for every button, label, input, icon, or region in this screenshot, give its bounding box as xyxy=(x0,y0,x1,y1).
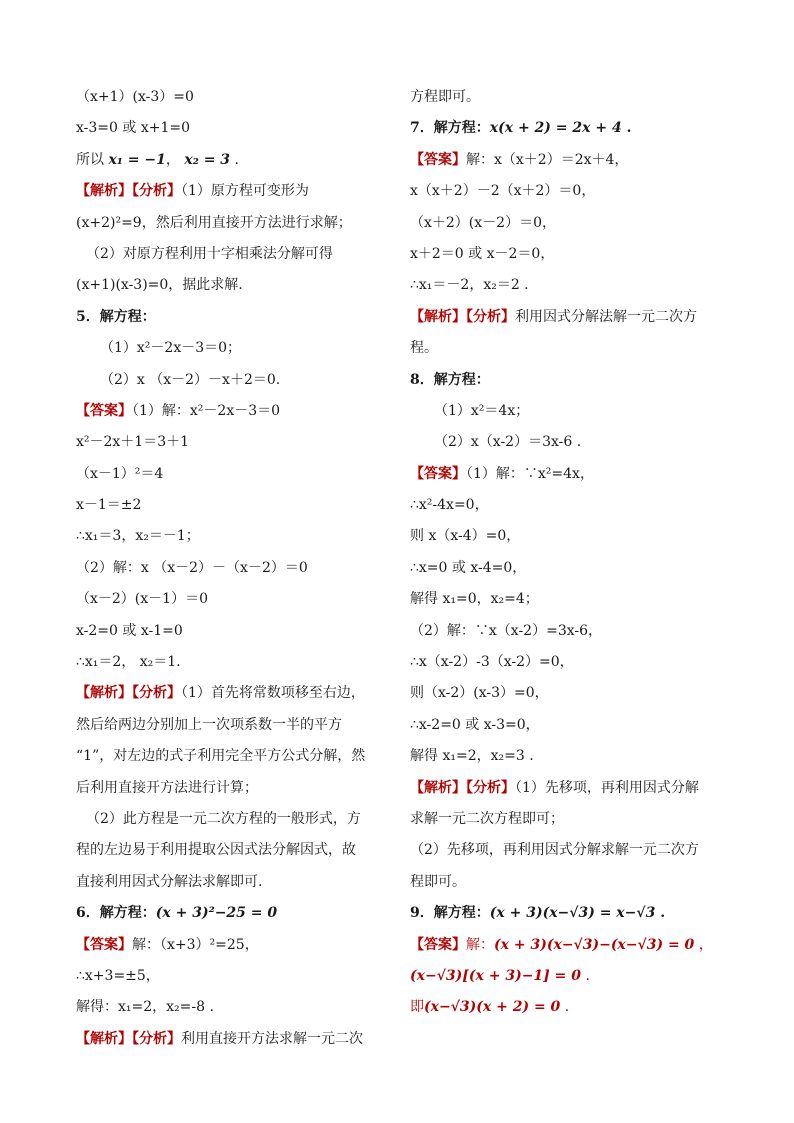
right-line xyxy=(410,365,728,396)
text-run: 8．解方程： xyxy=(410,371,490,388)
text-run: (x−√3)[(x + 3)−1] = 0 xyxy=(410,967,582,984)
section-tag: 【答案】 xyxy=(410,936,466,953)
section-tag: 【答案】 xyxy=(410,465,466,482)
text-run: （x＋2）(x－2）＝0， xyxy=(410,214,556,231)
left-line xyxy=(76,584,394,615)
left-column xyxy=(76,82,394,1055)
right-line xyxy=(410,270,728,301)
text-run: ∴x（x-2）-3（x-2）=0， xyxy=(410,654,574,671)
left-line xyxy=(76,208,394,239)
left-line xyxy=(76,176,394,207)
text-run: 6．解方程： xyxy=(76,905,156,922)
text-run: （1）x²－2x－3＝0； xyxy=(100,340,242,357)
right-line xyxy=(410,647,728,678)
left-line xyxy=(76,741,394,772)
right-line xyxy=(410,835,728,866)
section-tag: 【答案】 xyxy=(76,936,132,953)
text-run: （x－1）²＝4 xyxy=(76,465,164,482)
section-tag: 【解析】【分析】 xyxy=(76,183,181,200)
left-line xyxy=(76,678,394,709)
left-line xyxy=(76,616,394,647)
left-line xyxy=(76,867,394,898)
text-run: 后利用直接开方法进行计算； xyxy=(76,779,258,796)
section-tag: 【答案】 xyxy=(76,402,132,419)
text-run: x₁ = −1 xyxy=(108,151,166,168)
text-run: . xyxy=(581,967,590,984)
text-run: x(x + 2) = 2x + 4 xyxy=(489,120,622,137)
text-run: ， xyxy=(694,936,713,953)
text-run: （x+1）(x-3）=0 xyxy=(76,89,194,105)
text-run: 直接利用因式分解法求解即可. xyxy=(76,873,263,890)
text-run: x²－2x＋1＝3＋1 xyxy=(76,434,190,451)
section-tag: 【解析】【分析】 xyxy=(410,308,515,325)
text-run: . xyxy=(621,120,632,137)
left-line xyxy=(76,113,394,144)
left-line xyxy=(76,490,394,521)
right-column xyxy=(410,82,728,1024)
text-run: 程。 xyxy=(410,340,438,357)
right-line xyxy=(410,616,728,647)
text-run: . xyxy=(230,151,239,168)
text-run: (x + 3)²−25 = 0 xyxy=(155,905,278,922)
left-line xyxy=(76,82,394,113)
right-line xyxy=(410,867,728,898)
text-run: （2）解：∵x（x-2）=3x-6， xyxy=(410,622,603,639)
left-line xyxy=(76,145,394,176)
right-line xyxy=(410,427,728,458)
text-run: ∴x₁＝2， x₂＝1. xyxy=(76,654,181,671)
text-run: （2）对原方程利用十字相乘法分解可得 xyxy=(86,245,333,262)
text-run: ∴x₁＝3，x₂＝－1； xyxy=(76,528,200,545)
right-line xyxy=(410,804,728,835)
text-run: （x－2）(x－1）＝0 xyxy=(76,591,208,608)
right-line xyxy=(410,208,728,239)
text-run: ∴x²-4x=0， xyxy=(410,497,489,514)
left-line xyxy=(76,427,394,458)
text-run: ∴x-2=0 或 x-3=0， xyxy=(410,716,540,733)
right-line xyxy=(410,239,728,270)
section-tag: 【解析】【分析】 xyxy=(76,685,181,702)
text-run: 解：（x+3）²=25， xyxy=(132,936,259,953)
left-line xyxy=(76,521,394,552)
left-line xyxy=(76,270,394,301)
right-line xyxy=(410,584,728,615)
right-line xyxy=(410,930,728,961)
right-line xyxy=(410,961,728,992)
right-line xyxy=(410,176,728,207)
text-run: (x+1)(x-3)=0，据此求解. xyxy=(76,277,243,294)
left-line xyxy=(76,365,394,396)
text-run: （2）先移项，再利用因式分解求解一元二次方 xyxy=(410,842,699,859)
text-run: (x+2)²=9，然后利用直接开方法进行求解； xyxy=(76,214,352,231)
text-run: x－1＝±2 xyxy=(76,497,142,514)
text-run: . xyxy=(655,905,666,922)
left-line xyxy=(76,396,394,427)
text-run: 9．解方程： xyxy=(410,905,490,922)
left-line xyxy=(76,992,394,1023)
left-line xyxy=(76,1024,394,1055)
left-line xyxy=(76,302,394,333)
right-line xyxy=(410,113,728,144)
text-run: 所以 xyxy=(76,151,109,168)
right-line xyxy=(410,396,728,427)
section-tag: 【答案】 xyxy=(410,151,466,168)
text-run: 解得 x₁=0，x₂=4； xyxy=(410,591,539,608)
text-run: 利用因式分解法解一元二次方 xyxy=(515,308,697,325)
text-run: （1）解：x²－2x－3＝0 xyxy=(132,402,281,419)
text-run: x＋2＝0 或 x－2＝0， xyxy=(410,245,555,262)
text-run: 然后给两边分别加上一次项系数一半的平方 xyxy=(76,716,342,733)
text-run: 则（x-2）(x-3）=0， xyxy=(410,685,549,702)
left-line xyxy=(76,930,394,961)
text-run: 解： xyxy=(466,936,494,953)
right-line xyxy=(410,302,728,333)
text-run: （2）解：x （x－2）－（x－2）＝0 xyxy=(76,559,308,576)
left-line xyxy=(76,773,394,804)
text-run: 则 x（x-4）=0， xyxy=(410,528,521,545)
right-line xyxy=(410,145,728,176)
left-line xyxy=(76,553,394,584)
left-line xyxy=(76,239,394,270)
right-line xyxy=(410,521,728,552)
text-run: (x + 3)(x−√3) = x−√3 xyxy=(489,905,656,922)
left-line xyxy=(76,333,394,364)
right-line xyxy=(410,898,728,929)
text-run: . xyxy=(560,999,570,1016)
right-line xyxy=(410,553,728,584)
text-run: 5．解方程： xyxy=(76,308,156,325)
text-run: “1”，对左边的式子利用完全平方公式分解，然 xyxy=(76,748,366,765)
section-tag: 【解析】【分析】 xyxy=(76,1030,181,1047)
right-line xyxy=(410,710,728,741)
text-run: （1）x²＝4x； xyxy=(434,402,530,419)
left-line xyxy=(76,898,394,929)
text-run: 求解一元二次方程即可； xyxy=(410,810,564,827)
left-line xyxy=(76,710,394,741)
text-run: (x + 3)(x−√3)−(x−√3) = 0 xyxy=(494,936,695,953)
left-line xyxy=(76,961,394,992)
text-run: ， xyxy=(165,151,185,168)
left-line xyxy=(76,835,394,866)
left-line xyxy=(76,804,394,835)
text-run: （1）原方程可变形为 xyxy=(181,183,309,200)
text-run: ∴x+3=±5， xyxy=(76,967,160,984)
text-run: 程即可。 xyxy=(410,873,466,890)
text-run: x₂ = 3 xyxy=(184,151,231,168)
right-line xyxy=(410,741,728,772)
right-line xyxy=(410,773,728,804)
right-line xyxy=(410,992,728,1023)
section-tag: 【解析】【分析】 xyxy=(410,779,515,796)
text-run: （1）解：∵x²=4x， xyxy=(466,465,594,482)
text-run: （2）x （x－2）－x＋2＝0. xyxy=(100,371,281,388)
text-run: x-3=0 或 x+1=0 xyxy=(76,120,190,137)
right-line xyxy=(410,678,728,709)
text-run: 方程即可。 xyxy=(410,89,480,105)
text-run: （1）首先将常数项移至右边， xyxy=(181,685,365,702)
text-run: x-2=0 或 x-1=0 xyxy=(76,622,183,639)
right-line xyxy=(410,333,728,364)
text-run: （1）先移项，再利用因式分解 xyxy=(515,779,699,796)
text-run: ∴x=0 或 x-4=0， xyxy=(410,559,527,576)
text-run: 7．解方程： xyxy=(410,120,490,137)
text-run: x（x＋2）－2（x＋2）＝0， xyxy=(410,183,596,200)
text-run: 利用直接开方法求解一元二次 xyxy=(181,1030,363,1047)
text-run: (x−√3)(x + 2) = 0 xyxy=(424,999,561,1016)
text-run: 即 xyxy=(410,999,424,1016)
right-line xyxy=(410,490,728,521)
left-line xyxy=(76,459,394,490)
text-run: 程的左边易于利用提取公因式法分解因式，故 xyxy=(76,842,356,859)
left-line xyxy=(76,647,394,678)
text-run: 解得 x₁=2，x₂=3 . xyxy=(410,748,534,765)
text-run: （2）此方程是一元二次方程的一般形式，方 xyxy=(86,810,361,827)
text-run: ∴x₁＝－2，x₂＝2 . xyxy=(410,277,529,294)
right-line xyxy=(410,82,728,113)
text-run: 解得：x₁=2，x₂=-8 . xyxy=(76,999,214,1016)
text-run: 解：x（x＋2）＝2x＋4， xyxy=(466,151,629,168)
right-line xyxy=(410,459,728,490)
text-run: （2）x（x-2）＝3x-6 . xyxy=(434,434,582,451)
